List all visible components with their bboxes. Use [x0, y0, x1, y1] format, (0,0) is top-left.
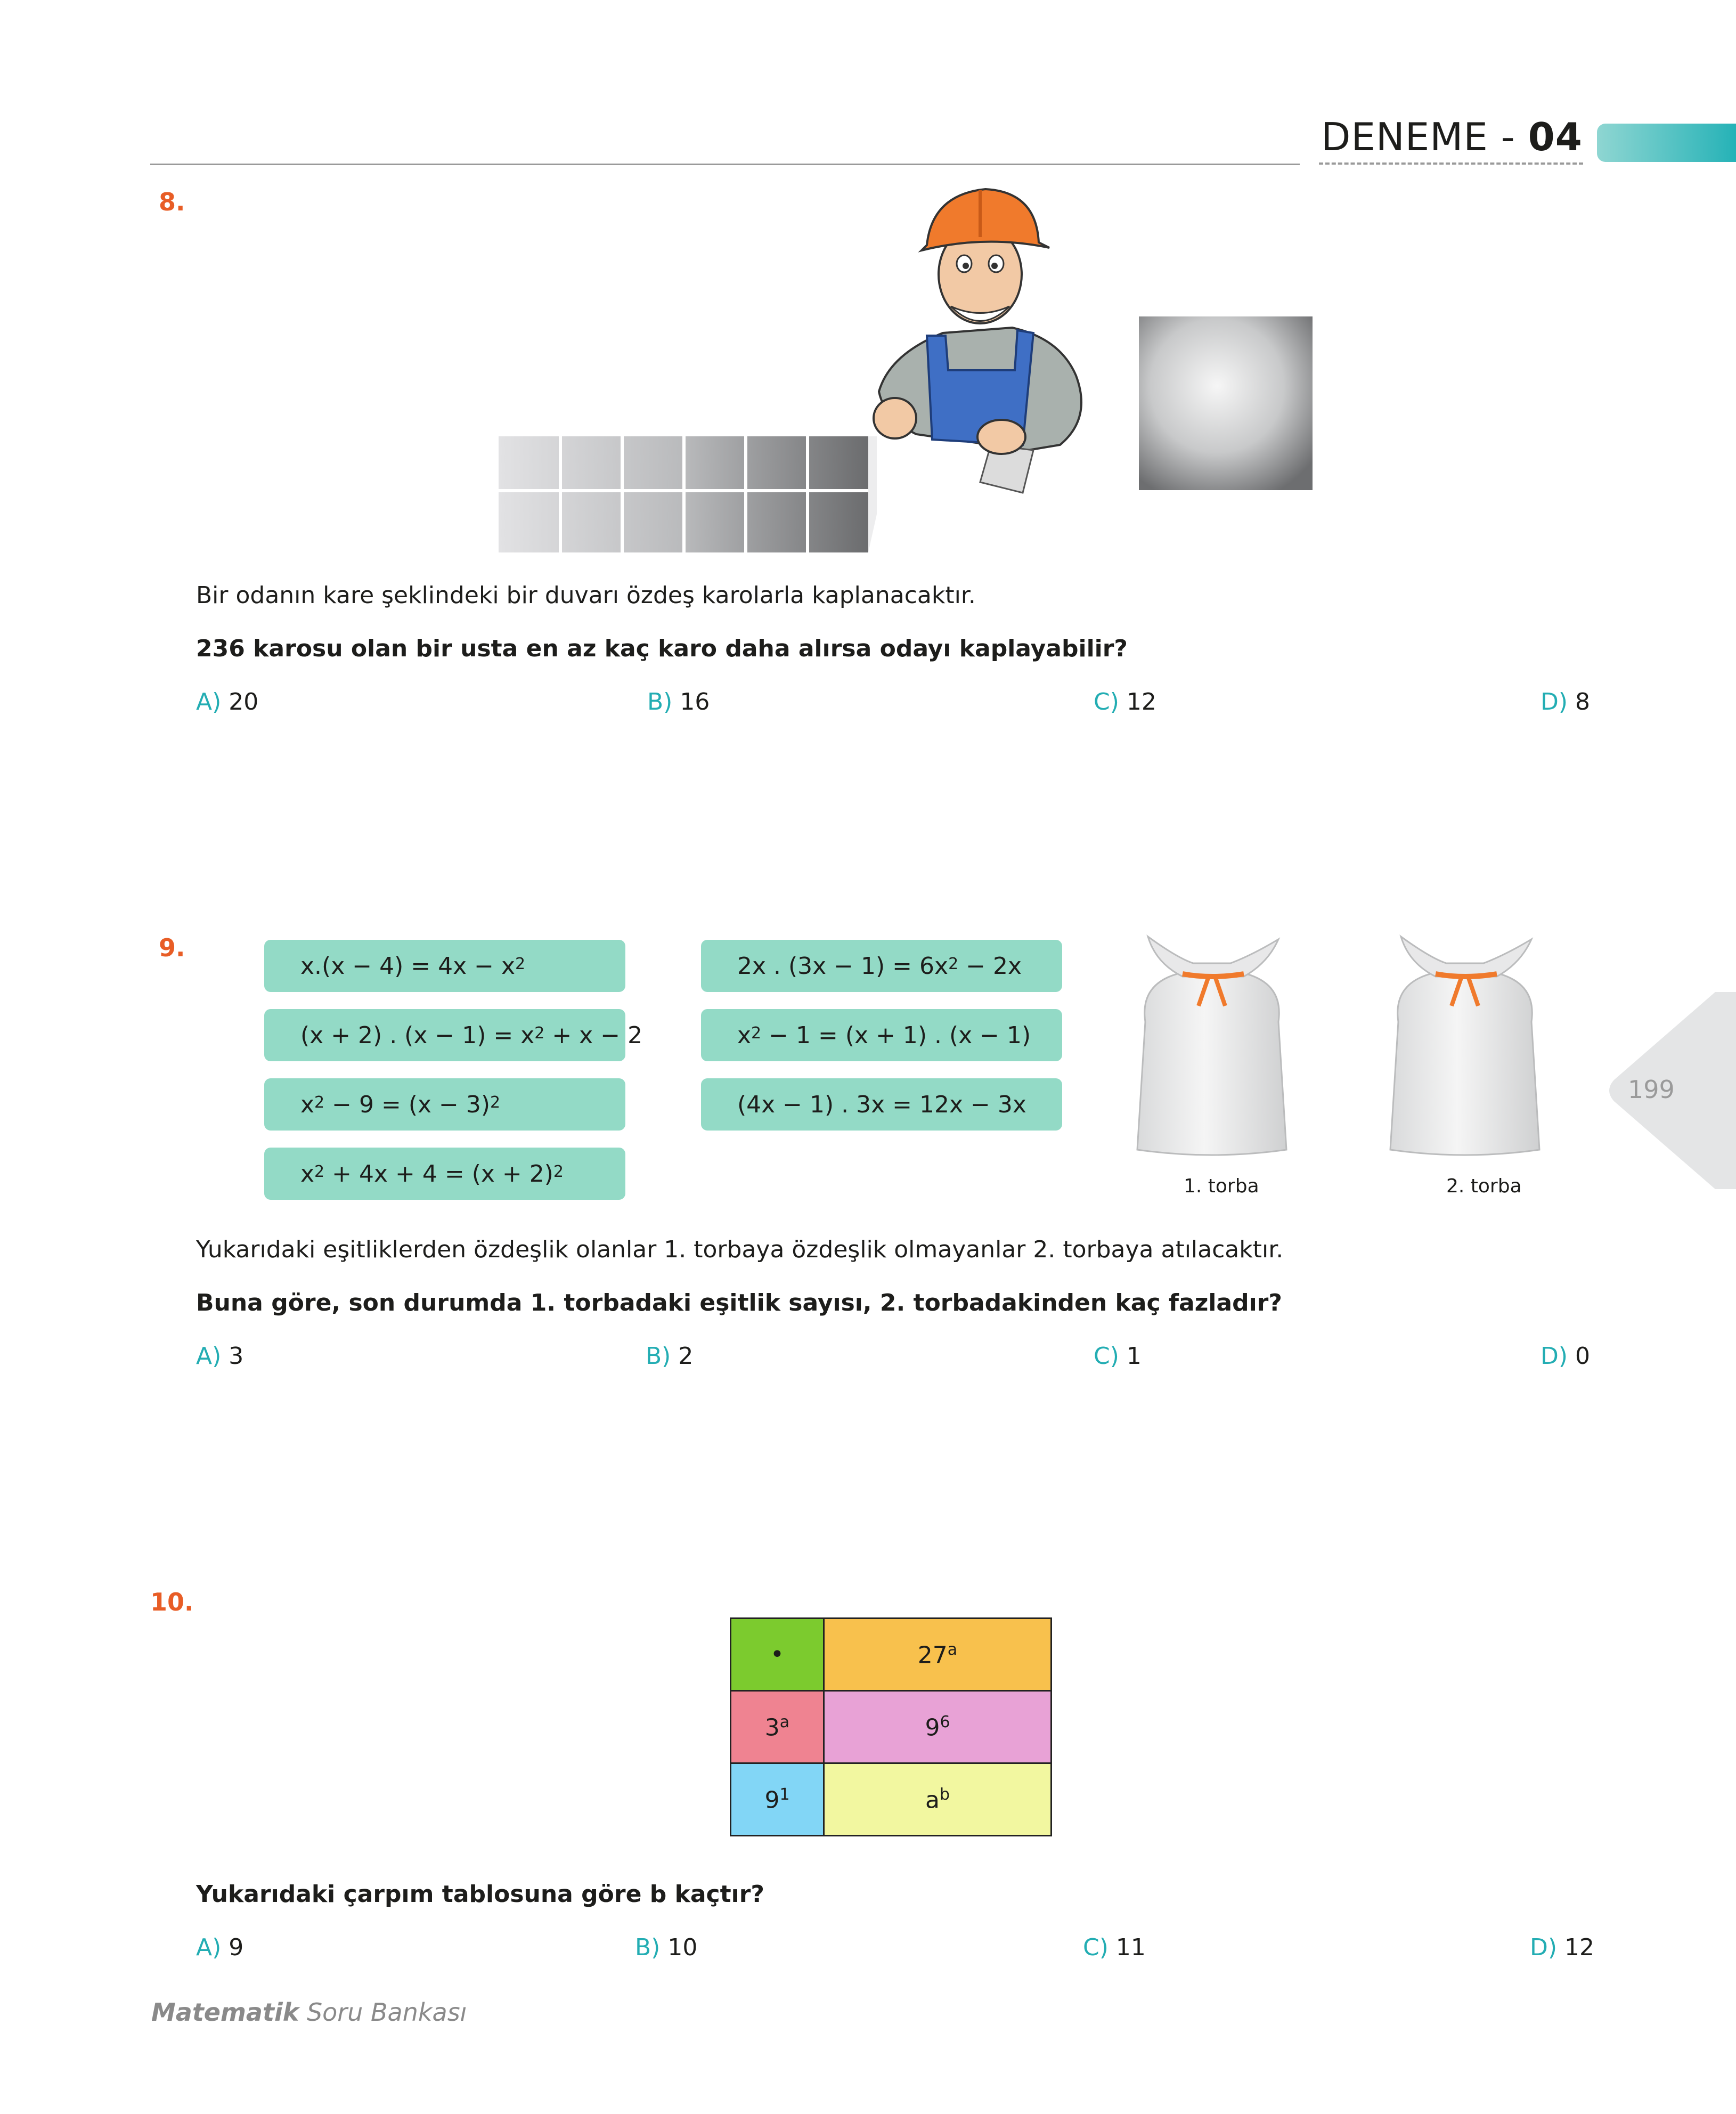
q8-option-b[interactable]: B) 16: [647, 688, 710, 715]
question-9-stem: Yukarıdaki eşitliklerden özdeşlik olanlar 1. torbaya özdeşlik olmayanlar 2. torbaya atılacaktır.: [196, 1236, 1284, 1263]
construction-worker-illustration: [847, 184, 1113, 498]
q10-option-b[interactable]: B) 10: [635, 1934, 698, 1961]
table-column-header: 27$^a$: [824, 1619, 1052, 1691]
question-number-9: 9.: [159, 933, 185, 962]
bag-1-icon: [1124, 926, 1300, 1160]
question-number-8: 8.: [159, 188, 185, 216]
equality-card: (4x − 1) . 3x = 12x − 3x: [701, 1078, 1062, 1131]
q10-option-c[interactable]: C) 11: [1083, 1934, 1146, 1961]
equality-card: x $^2$ − 9 = (x − 3) $^2$: [264, 1078, 625, 1131]
q9-option-d[interactable]: D) 0: [1541, 1343, 1591, 1370]
table-row-header: 3$^a$: [731, 1691, 824, 1763]
table-row-header: $9^1$: [731, 1763, 824, 1836]
equality-card: x $^2$ + 4x + 4 = (x + 2) $^2$: [264, 1148, 625, 1200]
table-corner-cell: •: [731, 1619, 824, 1691]
q8-option-d[interactable]: D) 8: [1541, 688, 1591, 715]
table-value-cell: $9^6$: [824, 1691, 1052, 1763]
q8-option-c[interactable]: C) 12: [1094, 688, 1156, 715]
equality-card: 2x . (3x − 1) = 6x $^2$ − 2x: [701, 940, 1062, 992]
single-tile-illustration: [1138, 315, 1314, 491]
question-8-stem: Bir odanın kare şeklindeki bir duvarı özdeş karolarla kaplanacaktır.: [196, 582, 976, 609]
footer-book-title: Matematik Soru Bankası: [151, 1998, 467, 2027]
tiled-wall-illustration: [496, 434, 880, 554]
multiplication-table: [730, 1617, 1052, 1836]
q9-option-a[interactable]: A) 3: [196, 1343, 244, 1370]
equality-card: x.(x − 4) = 4x − x $^2$: [264, 940, 625, 992]
bag-2-icon: [1377, 926, 1553, 1160]
bag-1-label: 1. torba: [1184, 1175, 1259, 1197]
q9-option-b[interactable]: B) 2: [646, 1343, 694, 1370]
bag-2-label: 2. torba: [1446, 1175, 1522, 1197]
header-dashed-underline: [1319, 162, 1583, 165]
header-rule: [150, 164, 1300, 165]
q9-option-c[interactable]: C) 1: [1094, 1343, 1142, 1370]
q8-option-a[interactable]: A) 20: [196, 688, 259, 715]
question-9-prompt: Buna göre, son durumda 1. torbadaki eşitlik sayısı, 2. torbadakinden kaç fazladır?: [196, 1289, 1282, 1316]
equality-card: x $^2$ − 1 = (x + 1) . (x − 1): [701, 1009, 1062, 1061]
question-10-prompt: Yukarıdaki çarpım tablosuna göre b kaçtır?: [196, 1881, 764, 1908]
header-accent-bar: [1597, 124, 1736, 162]
page-number: 199: [1628, 1075, 1675, 1104]
table-value-cell: $a^b$: [824, 1763, 1052, 1836]
page-title: DENEME - 04: [1321, 115, 1583, 159]
question-number-10: 10.: [150, 1588, 194, 1616]
q10-option-a[interactable]: A) 9: [196, 1934, 244, 1961]
q10-option-d[interactable]: D) 12: [1530, 1934, 1595, 1961]
question-8-prompt: 236 karosu olan bir usta en az kaç karo daha alırsa odayı kaplayabilir?: [196, 635, 1128, 662]
equality-card: (x + 2) . (x − 1) = x $^2$ + x − 2: [264, 1009, 625, 1061]
